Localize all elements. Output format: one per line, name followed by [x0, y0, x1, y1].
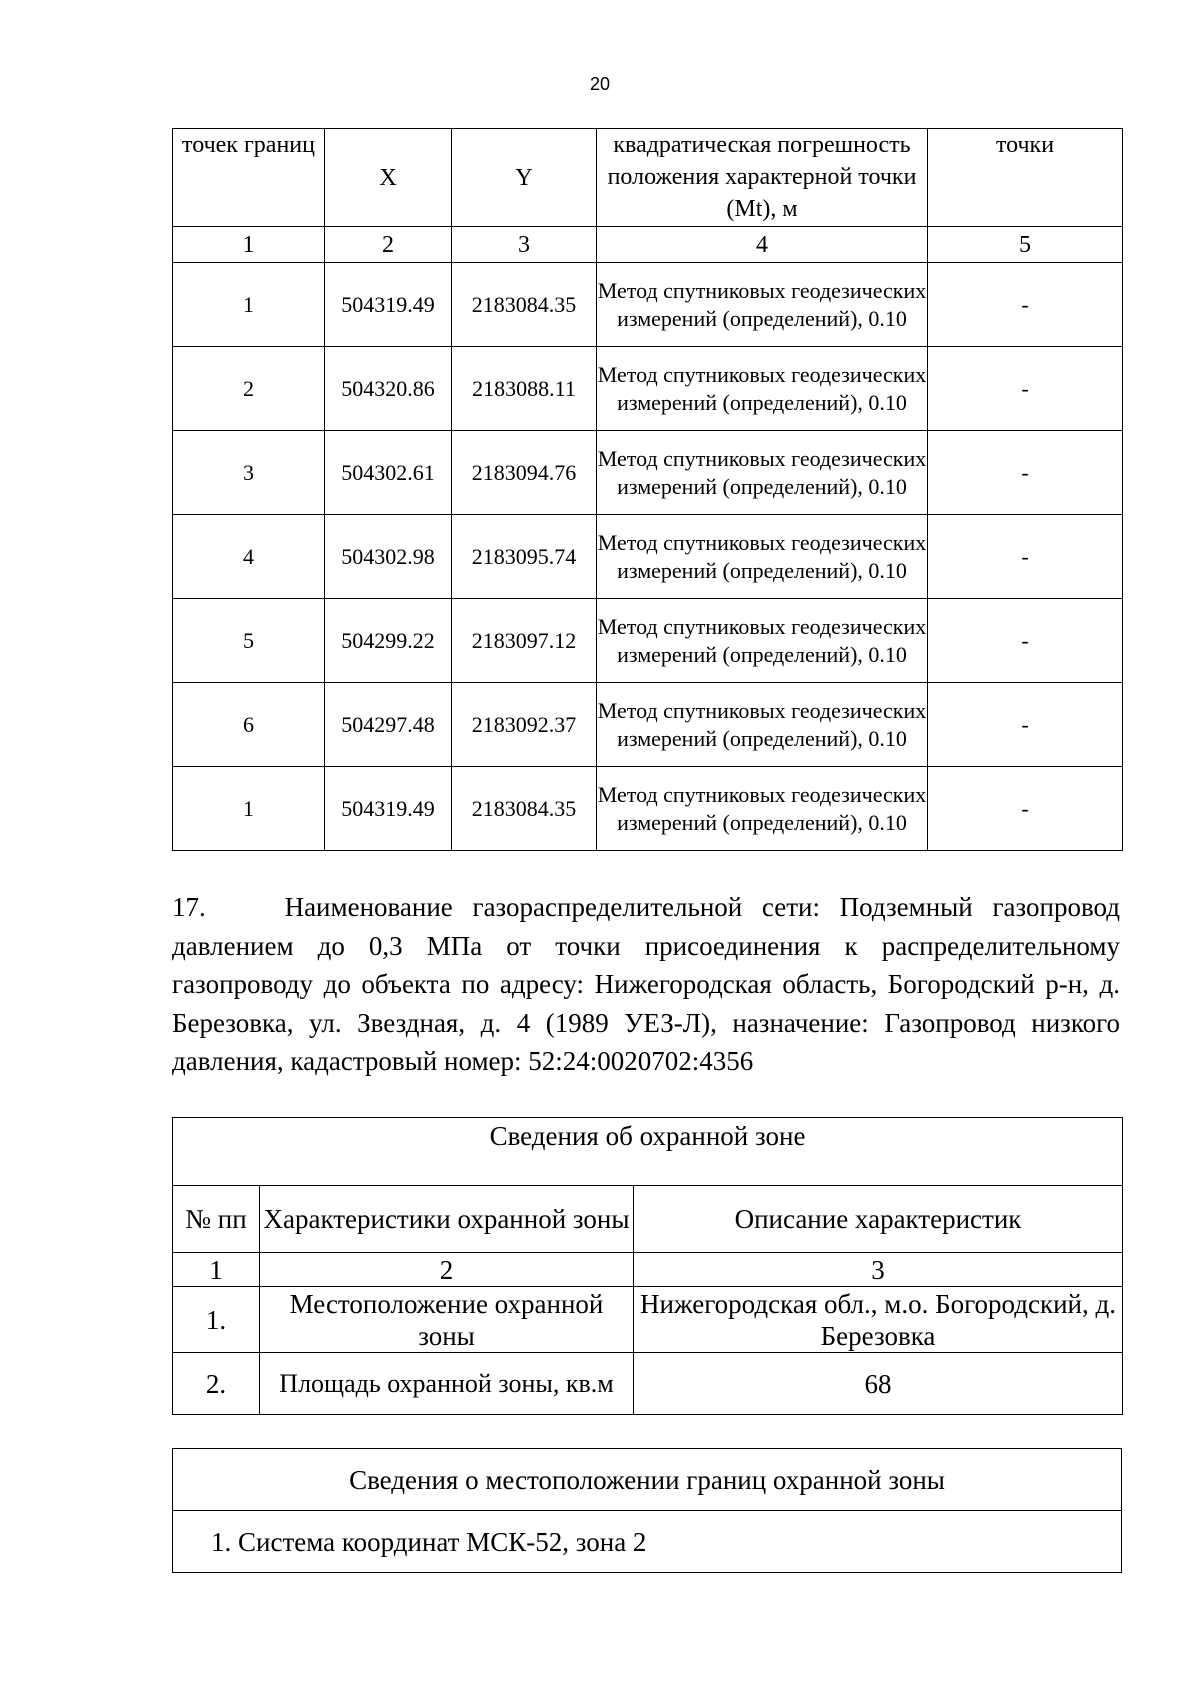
- boundary-table-title: Сведения о местоположении границ охранной зоны: [173, 1449, 1122, 1511]
- column-number: 3: [452, 227, 597, 263]
- coordinates-table: [172, 128, 1123, 851]
- point-number: 1: [173, 263, 325, 347]
- table-row: [173, 683, 1123, 767]
- point-number: 2: [173, 347, 325, 431]
- point-note: -: [928, 263, 1123, 347]
- zone-header-row: [173, 1186, 1123, 1253]
- method-cell: Метод спутниковых геодезических измерений (определений), 0.10: [597, 347, 928, 431]
- characteristic-cell: Местоположение охранной зоны: [260, 1287, 634, 1353]
- page-number: 20: [589, 74, 611, 94]
- x-coordinate: 504302.61: [325, 431, 452, 515]
- method-cell: Метод спутниковых геодезических измерений (определений), 0.10: [597, 431, 928, 515]
- y-coordinate: 2183092.37: [452, 683, 597, 767]
- point-note: -: [928, 683, 1123, 767]
- column-number-row: [173, 227, 1123, 263]
- zone-table-title: Сведения об охранной зоне: [173, 1118, 1123, 1186]
- table-row: [173, 347, 1123, 431]
- table-row: [173, 1287, 1123, 1353]
- section-17-paragraph: [172, 888, 1127, 1081]
- method-cell: Метод спутниковых геодезических измерений (определений), 0.10: [597, 767, 928, 851]
- description-cell: Нижегородская обл., м.о. Богородский, д. Березовка: [634, 1287, 1123, 1353]
- point-number: 5: [173, 599, 325, 683]
- y-coordinate: 2183084.35: [452, 263, 597, 347]
- column-number: 5: [928, 227, 1123, 263]
- point-note: -: [928, 347, 1123, 431]
- table-row: [173, 263, 1123, 347]
- table-row: [173, 767, 1123, 851]
- point-number: 6: [173, 683, 325, 767]
- y-coordinate: 2183095.74: [452, 515, 597, 599]
- column-number: 4: [597, 227, 928, 263]
- header-y: Y: [452, 129, 597, 227]
- header-point: точки: [928, 129, 1123, 227]
- point-note: -: [928, 599, 1123, 683]
- header-number: № пп: [173, 1186, 260, 1253]
- y-coordinate: 2183097.12: [452, 599, 597, 683]
- header-description: Описание характеристик: [634, 1186, 1123, 1253]
- point-number: 4: [173, 515, 325, 599]
- point-note: -: [928, 431, 1123, 515]
- coordinate-system-item: 1. Система координат МСК-52, зона 2: [173, 1511, 1122, 1573]
- method-cell: Метод спутниковых геодезических измерений (определений), 0.10: [597, 263, 928, 347]
- header-boundary-points: точек границ: [173, 129, 325, 227]
- characteristic-cell: Площадь охранной зоны, кв.м: [260, 1353, 634, 1415]
- protected-zone-table: [172, 1117, 1123, 1415]
- paragraph-text: 17. Наименование газораспределительной сети: Подземный газопровод давлением до 0,3 МПа от точки присоединения к распределительному газопроводу до объекта по адресу: Нижегородская область, Богородский р-н, д. Березовка, ул. Звездная, д. 4 (1989 УЕЗ-Л), назначение: Газопровод низкого давления, кадастровый номер: 52:24:0020702:4356: [172, 892, 1127, 1076]
- header-x: X: [325, 129, 452, 227]
- x-coordinate: 504302.98: [325, 515, 452, 599]
- point-note: -: [928, 767, 1123, 851]
- point-number: 1: [173, 767, 325, 851]
- header-characteristic: Характеристики охранной зоны: [260, 1186, 634, 1253]
- x-coordinate: 504299.22: [325, 599, 452, 683]
- x-coordinate: 504297.48: [325, 683, 452, 767]
- row-number: 1.: [173, 1287, 260, 1353]
- column-number: 3: [634, 1253, 1123, 1287]
- table-row: [173, 599, 1123, 683]
- column-number: 1: [173, 1253, 260, 1287]
- table-row: [173, 1353, 1123, 1415]
- y-coordinate: 2183088.11: [452, 347, 597, 431]
- header-error: квадратическая погрешность положения характерной точки (Mt), м: [597, 129, 928, 227]
- row-number: 2.: [173, 1353, 260, 1415]
- coordinates-header-row: [173, 129, 1123, 227]
- zone-title-row: [173, 1118, 1123, 1186]
- column-number: 1: [173, 227, 325, 263]
- zone-column-number-row: [173, 1253, 1123, 1287]
- boundary-title-row: [173, 1449, 1122, 1511]
- x-coordinate: 504319.49: [325, 767, 452, 851]
- x-coordinate: 504320.86: [325, 347, 452, 431]
- point-note: -: [928, 515, 1123, 599]
- boundary-item-row: [173, 1511, 1122, 1573]
- y-coordinate: 2183094.76: [452, 431, 597, 515]
- column-number: 2: [260, 1253, 634, 1287]
- method-cell: Метод спутниковых геодезических измерений (определений), 0.10: [597, 599, 928, 683]
- method-cell: Метод спутниковых геодезических измерений (определений), 0.10: [597, 515, 928, 599]
- table-row: [173, 515, 1123, 599]
- method-cell: Метод спутниковых геодезических измерений (определений), 0.10: [597, 683, 928, 767]
- x-coordinate: 504319.49: [325, 263, 452, 347]
- y-coordinate: 2183084.35: [452, 767, 597, 851]
- column-number: 2: [325, 227, 452, 263]
- table-row: [173, 431, 1123, 515]
- point-number: 3: [173, 431, 325, 515]
- boundary-location-table: [172, 1448, 1122, 1573]
- description-cell: 68: [634, 1353, 1123, 1415]
